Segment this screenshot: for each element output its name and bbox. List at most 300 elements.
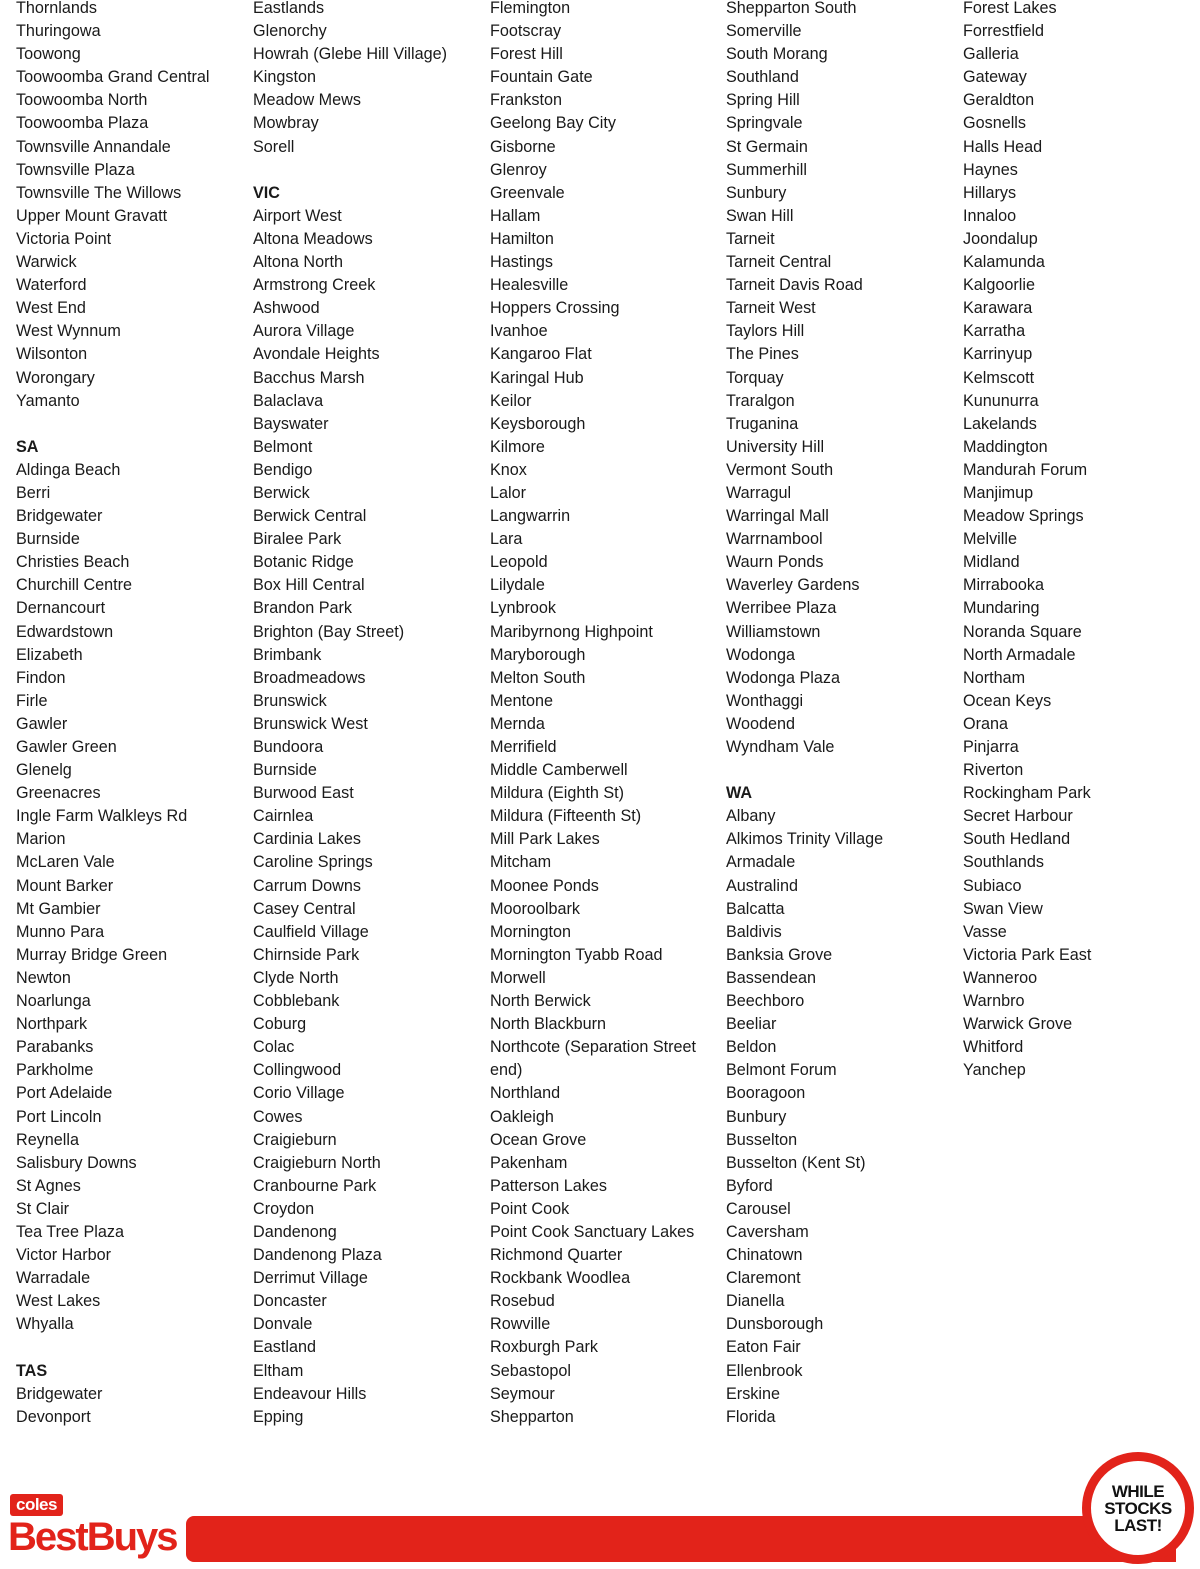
store-name: Brunswick (253, 691, 327, 710)
store-name: Altona Meadows (253, 229, 373, 248)
store-name: Bayswater (253, 414, 329, 433)
store-name: Maribyrnong Highpoint (490, 622, 653, 641)
store-name: Southlands (963, 853, 1045, 872)
store-name: Roxburgh Park (490, 1338, 598, 1357)
store-name: Worongary (16, 368, 95, 387)
store-name: Joondalup (963, 229, 1038, 248)
store-name: Gawler Green (16, 738, 117, 756)
store-name: Vermont South (726, 460, 834, 479)
store-name: Innaloo (963, 206, 1017, 225)
store-name: Karratha (963, 322, 1026, 341)
store-name: Northland (490, 1084, 561, 1103)
store-name: St Agnes (16, 1176, 81, 1195)
store-name: Berwick (253, 483, 310, 502)
store-name: Kingston (253, 68, 316, 87)
store-name: Cranbourne Park (253, 1176, 377, 1195)
store-name: Meadow Mews (253, 91, 361, 110)
store-name: Glenelg (16, 761, 72, 780)
store-name: Greenvale (490, 183, 565, 202)
store-name: Balaclava (253, 391, 324, 410)
store-name: Kelmscott (963, 368, 1035, 387)
store-name: Pinjarra (963, 738, 1019, 756)
store-name: Noranda Square (963, 622, 1082, 641)
store-name: Kangaroo Flat (490, 345, 592, 364)
store-name: Pakenham (490, 1153, 568, 1172)
store-name: Sunbury (726, 183, 787, 202)
store-name: West Wynnum (16, 322, 121, 341)
store-column-3 (490, 0, 696, 1429)
store-name: Kilmore (490, 437, 545, 456)
store-name: Werribee Plaza (726, 599, 837, 618)
store-name: Noarlunga (16, 992, 91, 1011)
store-name: Springvale (726, 114, 803, 133)
store-name: Patterson Lakes (490, 1176, 607, 1195)
store-name: Altona North (253, 253, 343, 272)
store-name: Mowbray (253, 114, 319, 133)
store-name: Byford (726, 1176, 773, 1195)
store-name: Frankston (490, 91, 562, 110)
store-name: Tarneit West (726, 299, 816, 318)
store-name: Brandon Park (253, 599, 352, 618)
store-name: Biralee Park (253, 530, 342, 549)
store-name: Hoppers Crossing (490, 299, 620, 318)
store-name: Edwardstown (16, 622, 114, 641)
store-name: Salisbury Downs (16, 1153, 137, 1172)
store-name: Clyde North (253, 968, 339, 987)
store-name: Doncaster (253, 1292, 327, 1311)
store-name: Healesville (490, 276, 569, 295)
store-name: Mount Barker (16, 876, 114, 895)
store-name: Rowville (490, 1315, 551, 1334)
store-name: Keysborough (490, 414, 586, 433)
store-name: Seymour (490, 1384, 555, 1403)
store-name: West Lakes (16, 1292, 101, 1311)
store-name: Somerville (726, 22, 802, 41)
store-name: Bridgewater (16, 507, 103, 526)
store-name: South Hedland (963, 830, 1071, 849)
store-name: Maryborough (490, 645, 586, 664)
store-name: Forest Hill (490, 45, 563, 64)
store-name: Oakleigh (490, 1107, 554, 1126)
store-name: Ocean Grove (490, 1130, 587, 1149)
store-name: Tarneit Central (726, 253, 832, 272)
store-name: Toowoomba North (16, 91, 148, 110)
store-name: Bendigo (253, 460, 313, 479)
store-name: Thornlands (16, 0, 97, 17)
store-name: Port Lincoln (16, 1107, 102, 1126)
store-column-5 (963, 0, 1091, 1082)
store-name: Maddington (963, 437, 1048, 456)
store-name: Gosnells (963, 114, 1026, 133)
store-name: Aldinga Beach (16, 460, 121, 479)
store-name: Geraldton (963, 91, 1035, 110)
store-name: Forest Lakes (963, 0, 1057, 17)
store-name: Brunswick West (253, 714, 368, 733)
store-name: Derrimut Village (253, 1269, 368, 1288)
spacer (726, 759, 883, 782)
store-name: Dandenong Plaza (253, 1246, 382, 1265)
store-name: Warradale (16, 1269, 91, 1288)
store-name: Wyndham Vale (726, 738, 835, 756)
store-name: Wodonga (726, 645, 796, 664)
store-name: Beeliar (726, 1015, 777, 1034)
state-heading: VIC (253, 183, 280, 202)
store-name: Elizabeth (16, 645, 83, 664)
store-name: Upper Mount Gravatt (16, 206, 168, 225)
store-name: Beldon (726, 1038, 777, 1057)
store-name: Victoria Park East (963, 945, 1092, 964)
store-name: Ashwood (253, 299, 320, 318)
badge-line-3: LAST! (1114, 1515, 1162, 1535)
store-name: Galleria (963, 45, 1019, 64)
store-name: Toowoomba Plaza (16, 114, 149, 133)
store-name: Karingal Hub (490, 368, 584, 387)
store-name: Toowong (16, 45, 81, 64)
store-name: Craigieburn (253, 1130, 337, 1149)
store-name: Port Adelaide (16, 1084, 113, 1103)
store-name: Ingle Farm Walkleys Rd (16, 807, 188, 826)
store-name: Shepparton South (726, 0, 857, 17)
store-name: Glenorchy (253, 22, 327, 41)
store-name: Toowoomba Grand Central (16, 68, 210, 87)
store-name: Geelong Bay City (490, 114, 616, 133)
store-name: Williamstown (726, 622, 821, 641)
store-name: Point Cook (490, 1199, 570, 1218)
state-heading: SA (16, 437, 39, 456)
store-name: Belmont Forum (726, 1061, 837, 1080)
store-name: St Germain (726, 137, 808, 156)
store-name: Waverley Gardens (726, 576, 860, 595)
store-name: Balcatta (726, 899, 785, 918)
store-name: Dandenong (253, 1222, 337, 1241)
store-name: Carrum Downs (253, 876, 361, 895)
store-name: Cairnlea (253, 807, 314, 826)
store-name: Dunsborough (726, 1315, 824, 1334)
store-name: Torquay (726, 368, 784, 387)
store-name: Donvale (253, 1315, 313, 1334)
store-name: Mundaring (963, 599, 1040, 618)
store-name: Point Cook Sanctuary Lakes (490, 1222, 695, 1241)
spacer (253, 159, 447, 182)
store-name: Australind (726, 876, 798, 895)
store-name: Mandurah Forum (963, 460, 1088, 479)
store-name: Churchill Centre (16, 576, 133, 595)
store-name: Shepparton (490, 1407, 574, 1426)
store-name: Epping (253, 1407, 304, 1426)
store-name: Lakelands (963, 414, 1037, 433)
store-name: St Clair (16, 1199, 70, 1218)
store-name: Mitcham (490, 853, 552, 872)
store-column-1 (16, 0, 209, 1429)
bestbuys-logo-text: BestBuys (8, 1515, 177, 1559)
store-name: McLaren Vale (16, 853, 115, 872)
store-name: Bacchus Marsh (253, 368, 365, 387)
store-name: Munno Para (16, 922, 105, 941)
store-name: Aurora Village (253, 322, 355, 341)
store-name: Airport West (253, 206, 342, 225)
store-name: Christies Beach (16, 553, 130, 572)
store-name: Cowes (253, 1107, 303, 1126)
store-name: Marion (16, 830, 66, 849)
store-name: Kalgoorlie (963, 276, 1035, 295)
store-name: Kununurra (963, 391, 1039, 410)
store-name: Chinatown (726, 1246, 803, 1265)
store-name: Cardinia Lakes (253, 830, 361, 849)
store-name: Brimbank (253, 645, 322, 664)
store-name: Ocean Keys (963, 691, 1052, 710)
store-name: Hillarys (963, 183, 1017, 202)
store-name: Eaton Fair (726, 1338, 801, 1357)
spacer (16, 413, 209, 436)
store-name: Lilydale (490, 576, 545, 595)
store-name: Endeavour Hills (253, 1384, 367, 1403)
store-name: Yamanto (16, 391, 80, 410)
store-name: Corio Village (253, 1084, 345, 1103)
store-name: Whyalla (16, 1315, 74, 1334)
store-name: Summerhill (726, 160, 807, 179)
store-name: Ellenbrook (726, 1361, 803, 1380)
store-name: Waurn Ponds (726, 553, 824, 572)
store-name: Mirrabooka (963, 576, 1044, 595)
store-name: Bundoora (253, 738, 324, 756)
coles-bestbuys-logo (8, 1494, 180, 1564)
store-name: Karrinyup (963, 345, 1033, 364)
store-name: Burwood East (253, 784, 354, 803)
store-name: Busselton (Kent St) (726, 1153, 866, 1172)
store-name: Northam (963, 668, 1026, 687)
store-name: Dianella (726, 1292, 785, 1311)
store-name: Kalamunda (963, 253, 1045, 272)
store-name: Whitford (963, 1038, 1024, 1057)
store-name: Beechboro (726, 992, 805, 1011)
store-name: Caversham (726, 1222, 809, 1241)
store-name: Caroline Springs (253, 853, 373, 872)
store-name: Booragoon (726, 1084, 806, 1103)
store-name: Swan View (963, 899, 1043, 918)
store-name: Baldivis (726, 922, 782, 941)
store-name: Rockingham Park (963, 784, 1091, 803)
store-name: Northpark (16, 1015, 88, 1034)
store-name: Waterford (16, 276, 87, 295)
store-name: Midland (963, 553, 1020, 572)
store-name: Firle (16, 691, 48, 710)
store-name: North Armadale (963, 645, 1076, 664)
store-name: Collingwood (253, 1061, 342, 1080)
store-name: Dernancourt (16, 599, 106, 618)
store-name: Banksia Grove (726, 945, 833, 964)
store-name: Erskine (726, 1384, 780, 1403)
store-name: Box Hill Central (253, 576, 365, 595)
store-name: Vasse (963, 922, 1007, 941)
badge-line-2: STOCKS (1104, 1498, 1172, 1518)
store-name: Fountain Gate (490, 68, 593, 87)
store-name: South Morang (726, 45, 828, 64)
store-name: Manjimup (963, 483, 1034, 502)
store-name: Swan Hill (726, 206, 794, 225)
store-name: Avondale Heights (253, 345, 380, 364)
store-name: Warnbro (963, 992, 1025, 1011)
store-name: Langwarrin (490, 507, 571, 526)
store-name: Lynbrook (490, 599, 556, 618)
store-column-2 (253, 0, 447, 1429)
store-name: Bunbury (726, 1107, 787, 1126)
store-name: Gawler (16, 714, 68, 733)
store-name: Gateway (963, 68, 1027, 87)
store-name: Newton (16, 968, 71, 987)
store-name: Riverton (963, 761, 1024, 780)
footer-red-bar (186, 1516, 1176, 1562)
store-name: Gisborne (490, 137, 556, 156)
store-name: Mildura (Eighth St) (490, 784, 625, 803)
store-column-4 (726, 0, 883, 1429)
store-name: Sorell (253, 137, 295, 156)
store-name: Croydon (253, 1199, 315, 1218)
store-name: Flemington (490, 0, 571, 17)
store-name: Mill Park Lakes (490, 830, 600, 849)
store-name: end) (490, 1061, 523, 1080)
store-name: Townsville Plaza (16, 160, 135, 179)
store-name: Colac (253, 1038, 295, 1057)
store-name: Burnside (16, 530, 80, 549)
store-name: Woodend (726, 714, 796, 733)
store-name: Berwick Central (253, 507, 367, 526)
store-name: West End (16, 299, 86, 318)
store-name: Mornington Tyabb Road (490, 945, 663, 964)
state-heading: TAS (16, 1361, 48, 1380)
store-name: Moonee Ponds (490, 876, 599, 895)
store-name: Murray Bridge Green (16, 945, 168, 964)
store-name: Victoria Point (16, 229, 112, 248)
store-name: Wonthaggi (726, 691, 804, 710)
store-name: Lara (490, 530, 523, 549)
store-name: Mentone (490, 691, 553, 710)
store-name: Mornington (490, 922, 571, 941)
store-name: University Hill (726, 437, 825, 456)
store-name: Warwick Grove (963, 1015, 1073, 1034)
store-name: Keilor (490, 391, 532, 410)
store-name: The Pines (726, 345, 799, 364)
store-name: Footscray (490, 22, 562, 41)
store-name: Wodonga Plaza (726, 668, 840, 687)
store-name: Taylors Hill (726, 322, 805, 341)
store-name: Spring Hill (726, 91, 800, 110)
store-name: Warrnambool (726, 530, 823, 549)
store-name: Brighton (Bay Street) (253, 622, 405, 641)
store-name: Middle Camberwell (490, 761, 628, 780)
store-name: Eastland (253, 1338, 316, 1357)
store-name: Casey Central (253, 899, 356, 918)
store-name: Broadmeadows (253, 668, 366, 687)
store-name: Bassendean (726, 968, 817, 987)
store-name: Armadale (726, 853, 796, 872)
store-name: Secret Harbour (963, 807, 1073, 826)
store-name: Claremont (726, 1269, 801, 1288)
store-name: Hamilton (490, 229, 554, 248)
store-name: Tea Tree Plaza (16, 1222, 124, 1241)
store-name: Hallam (490, 206, 541, 225)
store-name: Craigieburn North (253, 1153, 381, 1172)
store-name: Forrestfield (963, 22, 1044, 41)
store-name: Wilsonton (16, 345, 88, 364)
store-name: Mildura (Fifteenth St) (490, 807, 642, 826)
store-name: Hastings (490, 253, 553, 272)
store-name: Leopold (490, 553, 548, 572)
store-name: Florida (726, 1407, 776, 1426)
store-name: Yanchep (963, 1061, 1026, 1080)
store-name: Parabanks (16, 1038, 94, 1057)
store-name: Meadow Springs (963, 507, 1084, 526)
store-name: Merrifield (490, 738, 557, 756)
state-heading: WA (726, 784, 753, 803)
store-name: Tarneit Davis Road (726, 276, 863, 295)
store-name: Coburg (253, 1015, 307, 1034)
store-name: Haynes (963, 160, 1018, 179)
store-name: Ivanhoe (490, 322, 548, 341)
store-name: Burnside (253, 761, 317, 780)
store-name: Sebastopol (490, 1361, 572, 1380)
badge-line-1: WHILE (1111, 1481, 1165, 1501)
store-name: Thuringowa (16, 22, 101, 41)
store-name: Howrah (Glebe Hill Village) (253, 45, 448, 64)
store-name: Mt Gambier (16, 899, 101, 918)
store-name: Wanneroo (963, 968, 1038, 987)
store-name: Karawara (963, 299, 1033, 318)
store-name: Southland (726, 68, 799, 87)
store-name: Armstrong Creek (253, 276, 376, 295)
coles-logo-tag: coles (10, 1494, 63, 1516)
store-name: Morwell (490, 968, 546, 987)
store-name: Findon (16, 668, 66, 687)
store-name: Halls Head (963, 137, 1043, 156)
store-name: Mernda (490, 714, 545, 733)
store-name: North Blackburn (490, 1015, 607, 1034)
store-name: Reynella (16, 1130, 79, 1149)
store-name: Devonport (16, 1407, 91, 1426)
spacer (16, 1336, 209, 1359)
store-name: Rosebud (490, 1292, 555, 1311)
store-name: Berri (16, 483, 51, 502)
store-name: Belmont (253, 437, 313, 456)
store-name: Chirnside Park (253, 945, 360, 964)
store-name: Warringal Mall (726, 507, 829, 526)
store-name: Carousel (726, 1199, 791, 1218)
store-name: Victor Harbor (16, 1246, 112, 1265)
store-name: Northcote (Separation Street (490, 1038, 697, 1057)
store-name: Alkimos Trinity Village (726, 830, 884, 849)
store-name: Tarneit (726, 229, 775, 248)
store-name: Caulfield Village (253, 922, 369, 941)
store-name: Glenroy (490, 160, 547, 179)
store-name: Cobblebank (253, 992, 340, 1011)
store-name: Mooroolbark (490, 899, 580, 918)
store-name: Busselton (726, 1130, 798, 1149)
store-name: Townsville The Willows (16, 183, 182, 202)
store-name: Lalor (490, 483, 526, 502)
store-name: Warragul (726, 483, 792, 502)
store-name: Knox (490, 460, 527, 479)
store-name: Subiaco (963, 876, 1022, 895)
store-name: Botanic Ridge (253, 553, 354, 572)
store-name: North Berwick (490, 992, 591, 1011)
while-stocks-last-badge (1082, 1452, 1194, 1564)
store-name: Orana (963, 714, 1008, 733)
store-name: Eastlands (253, 0, 325, 17)
store-name: Townsville Annandale (16, 137, 171, 156)
store-name: Parkholme (16, 1061, 94, 1080)
store-name: Melville (963, 530, 1017, 549)
store-name: Bridgewater (16, 1384, 103, 1403)
store-name: Eltham (253, 1361, 304, 1380)
